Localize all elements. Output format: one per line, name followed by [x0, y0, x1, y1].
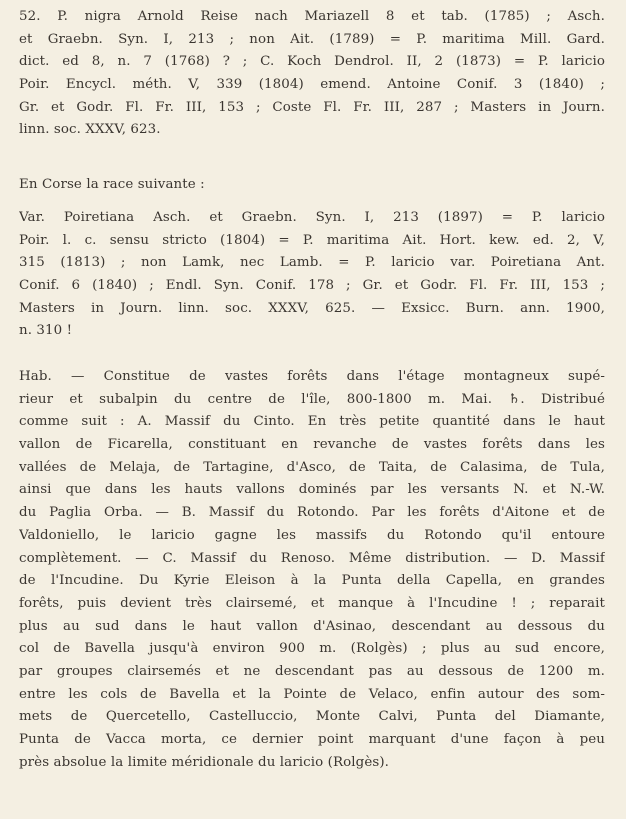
habitat-line: col de Bavella jusqu'à environ 900 m. (Rolgès) ; plus au sud encore,	[19, 641, 605, 657]
variety-line: 315 (1813) ; non Lamk, nec Lamb. = P. laricio var. Poiretiana Ant.	[19, 255, 605, 271]
species-entry	[19, 6, 605, 142]
habitat-line: vallon de Ficarella, constituant en revanche de vastes forêts dans les	[19, 437, 605, 453]
habitat-line: près absolue la limite méridionale du laricio (Rolgès).	[19, 754, 390, 770]
habitat-line: de l'Incudine. Du Kyrie Eleison à la Punta della Capella, en grandes	[19, 573, 605, 589]
habitat-line: entre les cols de Bavella et la Pointe de Velaco, enfin autour des som-	[19, 686, 605, 702]
entry-line: et Graebn. Syn. I, 213 ; non Ait. (1789) = P. maritima Mill. Gard.	[19, 31, 605, 47]
habitat-line: vallées de Melaja, de Tartagine, d'Asco, de Taita, de Calasima, de Tula,	[19, 459, 605, 475]
variety-line: Conif. 6 (1840) ; Endl. Syn. Conif. 178 ; Gr. et Godr. Fl. Fr. III, 153 ;	[19, 278, 605, 294]
habitat-line: comme suit : A. Massif du Cinto. En très petite quantité dans le haut	[19, 414, 605, 430]
habitat-line: du Paglia Orba. — B. Massif du Rotondo. Par les forêts d'Aitone et de	[19, 505, 605, 521]
entry-line: dict. ed 8, n. 7 (1768) ? ; C. Koch Dendrol. II, 2 (1873) = P. laricio	[19, 54, 605, 70]
habitat-line: plus au sud dans le haut vallon d'Asinao, descendant au dessous du	[19, 618, 605, 634]
variety-line: n. 310 !	[19, 323, 73, 339]
habitat-line: Valdoniello, le laricio gagne les massifs du Rotondo qu'il entoure	[19, 527, 605, 543]
habitat-line: Punta de Vacca morta, ce dernier point marquant d'une façon à peu	[19, 732, 605, 747]
variety-line: Masters in Journ. linn. soc. XXXV, 625. — Exsicc. Burn. ann. 1900,	[19, 300, 605, 316]
habitat-line: par groupes clairsemés et ne descendant pas au dessous de 1200 m.	[19, 663, 605, 679]
habitat-line: Hab. — Constitue de vastes forêts dans l'étage montagneux supé-	[19, 369, 605, 384]
habitat-line: complètement. — C. Massif du Renoso. Même distribution. — D. Massif	[19, 550, 605, 566]
variety-line: Poir. l. c. sensu stricto (1804) = P. maritima Ait. Hort. kew. ed. 2, V,	[19, 232, 605, 248]
entry-line: linn. soc. XXXV, 623.	[19, 122, 161, 138]
entry-line: 52. P. nigra Arnold Reise nach Mariazell 8 et tab. (1785) ; Asch.	[19, 9, 605, 24]
entry-line: Poir. Encycl. méth. V, 339 (1804) emend. Antoine Conif. 3 (1840) ;	[19, 77, 605, 93]
race-intro	[19, 174, 605, 197]
entry-line: Gr. et Godr. Fl. Fr. III, 153 ; Coste Fl. Fr. III, 287 ; Masters in Journ.	[19, 99, 605, 115]
habitat-line: mets de Quercetello, Castelluccio, Monte Calvi, Punta del Diamante,	[19, 709, 605, 725]
habitat-line: ainsi que dans les hauts vallons dominés par les versants N. et N.-W.	[19, 482, 605, 498]
habitat-section	[19, 366, 605, 774]
habitat-line: rieur et subalpin du centre de l'île, 800-1800 m. Mai. ♄. Distribué	[19, 391, 605, 407]
habitat-line: forêts, puis devient très clairsemé, et manque à l'Incudine ! ; reparait	[19, 595, 605, 611]
intro-line: En Corse la race suivante :	[19, 177, 205, 192]
variety-line: Var. Poiretiana Asch. et Graebn. Syn. I, 213 (1897) = P. laricio	[19, 210, 605, 225]
variety-entry	[19, 207, 605, 343]
